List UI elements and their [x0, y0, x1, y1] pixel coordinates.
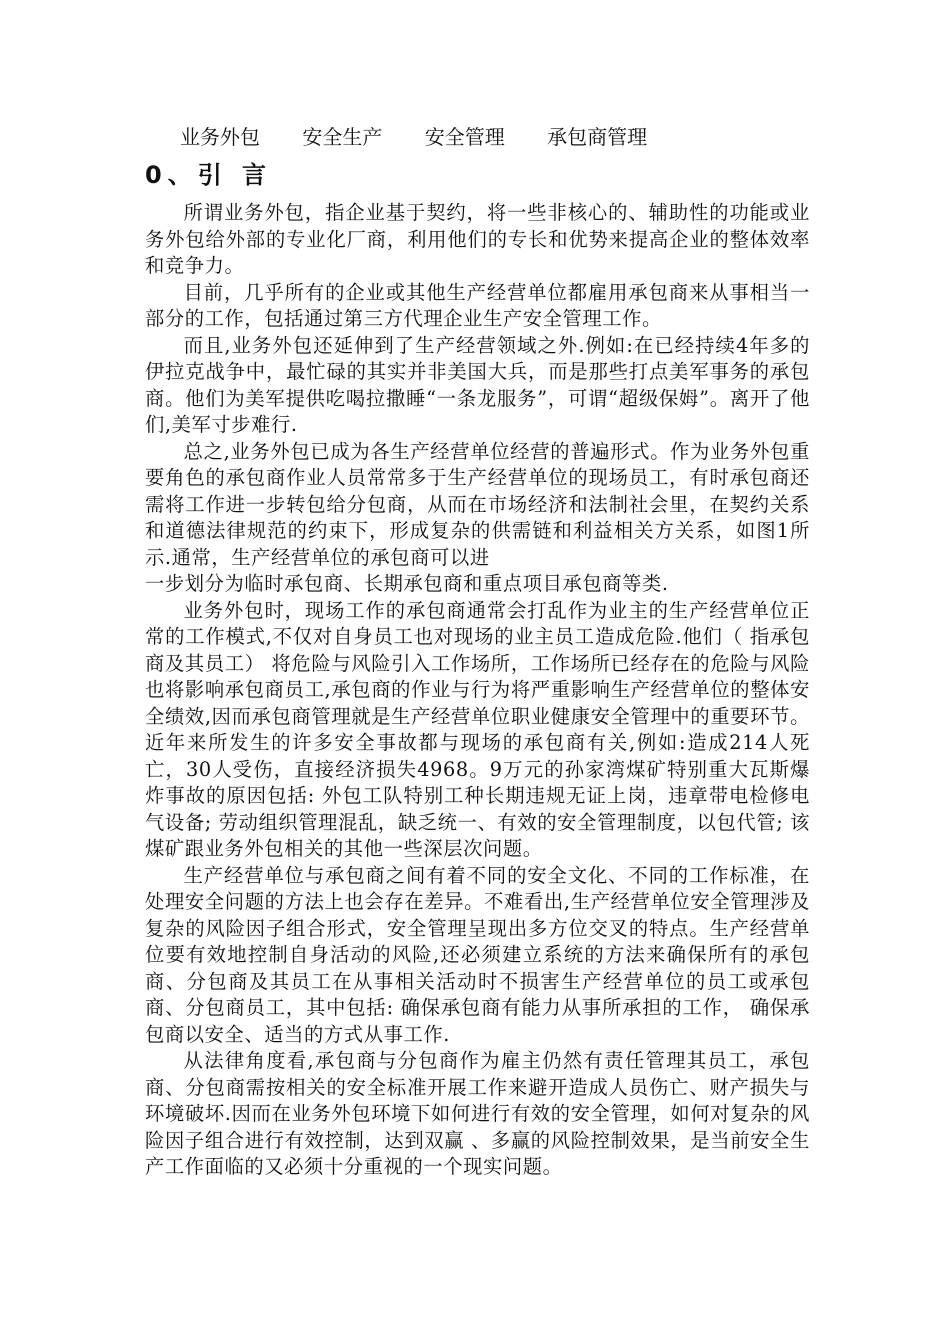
body-text	[145, 200, 810, 1181]
paragraph: 生产经营单位与承包商之间有着不同的安全文化、不同的工作标准，在处理安全问题的方法上也会存在差异。不难看出,生产经营单位安全管理涉及复杂的风险因子组合形式，安全管理呈现出多方位交叉的特点。生产经营单位要有效地控制自身活动的风险,还必须建立系统的方法来确保所有的承包商、分包商及其员工在从事相关活动时不损害生产经营单位的员工或承包商、分包商员工，其中包括: 确保承包商有能力从事所承担的工作， 确保承包商以安全、适当的方式从事工作.	[145, 863, 810, 1046]
paragraph: 而且,业务外包还延伸到了生产经营领域之外.例如:在已经持续4年多的伊拉克战争中，最忙碌的其实并非美国大兵，而是那些打点美军事务的承包商。他们为美军提供吃喝拉撒睡“一条龙服务”，可谓“超级保姆”。离开了他们,美军寸步难行.	[145, 333, 810, 436]
keyword: 承包商管理	[547, 125, 648, 149]
paragraph-continuation: 一步划分为临时承包商、长期承包商和重点项目承包商等类.	[145, 572, 669, 595]
paragraph: 业务外包时，现场工作的承包商通常会打乱作为业主的生产经营单位正常的工作模式,不仅对自身员工也对现场的业主员工造成危险.他们（ 指承包商及其员工） 将危险与风险引入工作场所，工作场所已经存在的危险与风险也将影响承包商员工,承包商的作业与行为将严重影响生产经营单位的整体安全绩效,因而承包商管理就是生产经营单位职业健康安全管理中的重要环节。近年来所发生的许多安全事故都与现场的承包商有关,例如:造成214人死亡，30人受伤，直接经济损失4968。9万元的孙家湾煤矿特别重大瓦斯爆炸事故的原因包括: 外包工队特别工种长期违规无证上岗，违章带电检修电气设备; 劳动组织管理混乱，缺乏统一、有效的安全管理制度，以包代管; 该煤矿跟业务外包相关的其他一些深层次问题。	[145, 598, 810, 860]
paragraph: 从法律角度看,承包商与分包商作为雇主仍然有责任管理其员工，承包商、分包商需按相关的安全标准开展工作来避开造成人员伤亡、财产损失与环境破坏.因而在业务外包环境下如何进行有效的安全管理，如何对复杂的风险因子组合进行有效控制，达到双赢 、多赢的风险控制效果，是当前安全生产工作面临的又必须十分重视的一个现实问题。	[145, 1049, 810, 1178]
section-heading: 0、引 言	[145, 161, 273, 189]
paragraph: 目前，几乎所有的企业或其他生产经营单位都雇用承包商来从事相当一部分的工作，包括通过第三方代理企业生产安全管理工作。	[145, 280, 810, 330]
paragraph: 所谓业务外包，指企业基于契约，将一些非核心的、辅助性的功能或业务外包给外部的专业化厂商，利用他们的专长和优势来提高企业的整体效率和竞争力。	[145, 201, 810, 277]
paragraph: 总之,业务外包已成为各生产经营单位经营的普遍形式。作为业务外包重要角色的承包商作业人员常常多于生产经营单位的现场员工，有时承包商还需将工作进一步转包给分包商，从而在市场经济和法制社会里，在契约关系和道德法律规范的约束下，形成复杂的供需链和利益相关方关系，如图1所示.通常，生产经营单位的承包商可以进	[145, 439, 810, 569]
keyword: 安全管理	[424, 125, 505, 149]
keywords-line	[180, 122, 683, 152]
keyword: 安全生产	[302, 125, 383, 149]
keyword: 业务外包	[180, 125, 260, 149]
